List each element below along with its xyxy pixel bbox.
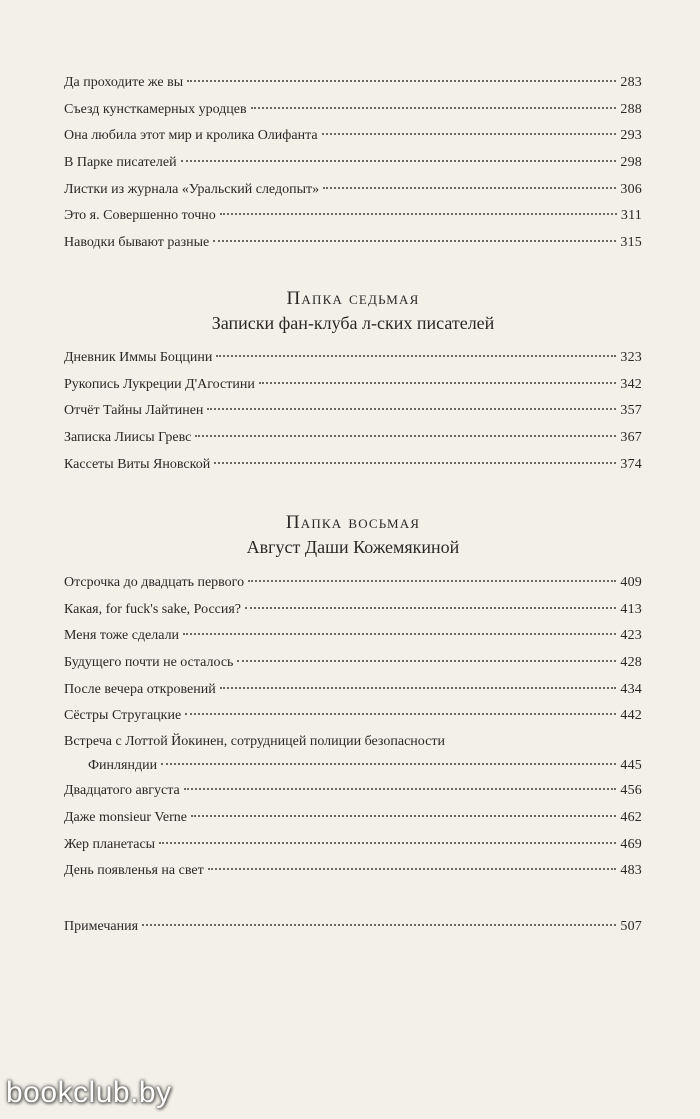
toc-entry-title: Рукопись Лукреции Д'Агостини bbox=[64, 376, 255, 392]
leader-dots bbox=[220, 687, 617, 689]
toc-entry-page: 413 bbox=[620, 601, 642, 617]
toc-entry-title: Записка Лииcы Гревс bbox=[64, 430, 192, 446]
leader-dots bbox=[323, 187, 616, 189]
section-subtitle: Август Даши Кожемякиной bbox=[246, 537, 460, 557]
toc-list-section-7 bbox=[64, 345, 642, 478]
toc-entry bbox=[64, 452, 642, 479]
toc-entry-title: Примечания bbox=[64, 919, 139, 934]
leader-dots bbox=[245, 607, 616, 609]
toc-entry-title: В Парке писателей bbox=[64, 155, 177, 171]
toc-entry-page: 507 bbox=[620, 919, 642, 934]
toc-entry-page: 293 bbox=[620, 128, 642, 144]
toc-notes bbox=[64, 914, 642, 941]
toc-entry-title: Съезд кунсткамерных уродцев bbox=[64, 101, 247, 117]
toc-entry-title: Даже monsieur Verne bbox=[64, 809, 187, 825]
toc-entry-line2 bbox=[64, 753, 642, 778]
toc-entry-title: Жер планетасы bbox=[64, 836, 156, 852]
leader-dots bbox=[159, 842, 616, 844]
toc-entry bbox=[64, 858, 642, 885]
leader-dots bbox=[214, 462, 616, 464]
toc-entry bbox=[64, 150, 642, 177]
toc-entry bbox=[64, 703, 642, 730]
toc-entry-page: 409 bbox=[620, 575, 642, 590]
toc-entry-page: 283 bbox=[620, 75, 642, 90]
toc-entry-page: 428 bbox=[620, 655, 642, 671]
toc-entry-page: 367 bbox=[620, 430, 642, 446]
toc-entry-title: Сёстры Стругацкие bbox=[64, 708, 182, 724]
toc-entry bbox=[64, 914, 642, 941]
toc-entry-title: Она любила этот мир и кролика Олифанта bbox=[64, 128, 318, 144]
toc-entry-title: Двадцатого августа bbox=[64, 783, 180, 799]
toc-entry bbox=[64, 805, 642, 832]
toc-entry-title: Будущего почти не осталось bbox=[64, 655, 234, 671]
leader-dots bbox=[259, 382, 617, 384]
toc-entry-page: 423 bbox=[620, 628, 642, 644]
leader-dots bbox=[237, 660, 616, 662]
toc-entry-title-line2: Финляндии bbox=[88, 758, 158, 774]
leader-dots bbox=[213, 240, 616, 242]
leader-dots bbox=[181, 160, 617, 162]
toc-entry-page: 357 bbox=[620, 403, 642, 419]
toc-entry-title: День появленья на свет bbox=[64, 863, 204, 879]
toc-entry-wrapped bbox=[64, 730, 642, 778]
leader-dots bbox=[207, 408, 616, 410]
leader-dots bbox=[216, 355, 616, 357]
toc-entry bbox=[64, 650, 642, 677]
leader-dots bbox=[191, 815, 616, 817]
toc-entry-page: 288 bbox=[620, 101, 642, 117]
toc-entry-title: Наводки бывают разные bbox=[64, 235, 210, 251]
leader-dots bbox=[208, 868, 617, 870]
leader-dots bbox=[220, 213, 617, 215]
toc-entry-page: 311 bbox=[620, 208, 642, 224]
leader-dots bbox=[185, 713, 616, 715]
toc-entry bbox=[64, 372, 642, 399]
leader-dots bbox=[322, 133, 617, 135]
toc-entry-title: Какая, for fuck's sake, Россия? bbox=[64, 601, 242, 617]
toc-entry bbox=[64, 230, 642, 257]
toc-list-section-8 bbox=[64, 570, 642, 885]
toc-entry bbox=[64, 425, 642, 452]
leader-dots bbox=[251, 107, 617, 109]
toc-entry-title-line1: Встреча с Лоттой Йокинен, сотрудницей полиции безопасности bbox=[64, 734, 445, 750]
leader-dots bbox=[184, 788, 617, 790]
leader-dots bbox=[187, 80, 616, 82]
toc-entry-title: Да проходите же вы bbox=[64, 75, 184, 90]
toc-entry-title: Отсрочка до двадцать первого bbox=[64, 575, 245, 590]
section-heading-8 bbox=[64, 511, 642, 559]
leader-dots bbox=[142, 924, 616, 926]
toc-entry bbox=[64, 398, 642, 425]
toc-entry bbox=[64, 123, 642, 150]
toc-entry-page: 469 bbox=[620, 836, 642, 852]
toc-entry-title: Это я. Совершенно точно bbox=[64, 208, 216, 224]
toc-entry-page: 298 bbox=[620, 155, 642, 171]
toc-entry bbox=[64, 623, 642, 650]
section-heading-7 bbox=[64, 287, 642, 335]
toc-entry-page: 462 bbox=[620, 809, 642, 825]
toc-entry-page: 342 bbox=[620, 376, 642, 392]
toc-entry-page: 306 bbox=[620, 181, 642, 197]
toc-entry-page: 483 bbox=[620, 863, 642, 879]
toc-entry bbox=[64, 677, 642, 704]
toc-entry-title: Кассеты Виты Яновской bbox=[64, 456, 211, 472]
toc-entry-page: 434 bbox=[620, 681, 642, 697]
section-title: Папка восьмая bbox=[285, 512, 421, 533]
leader-dots bbox=[248, 580, 616, 582]
toc-entry-title: Меня тоже сделали bbox=[64, 628, 180, 644]
section-subtitle: Записки фан-клуба л-ских писателей bbox=[211, 313, 495, 333]
toc-entry-page: 456 bbox=[620, 783, 642, 799]
toc-entry-title: Листки из журнала «Уральский следопыт» bbox=[64, 181, 320, 197]
toc-entry bbox=[64, 97, 642, 124]
toc-entry-title: Дневник Иммы Боццини bbox=[64, 350, 213, 365]
leader-dots bbox=[183, 633, 616, 635]
toc-entry bbox=[64, 345, 642, 372]
toc-entry-page: 442 bbox=[620, 708, 642, 724]
toc-entry-page: 315 bbox=[620, 235, 642, 251]
toc-entry bbox=[64, 177, 642, 204]
toc-entry-page: 445 bbox=[620, 758, 642, 774]
section-title: Папка седьмая bbox=[286, 288, 420, 309]
toc-entry bbox=[64, 570, 642, 597]
toc-list-top bbox=[64, 70, 642, 257]
toc-entry-page: 323 bbox=[620, 350, 642, 365]
watermark: bookclub.by bbox=[6, 1076, 172, 1109]
toc-entry-title: После вечера откровений bbox=[64, 681, 216, 697]
toc-entry bbox=[64, 70, 642, 97]
toc-entry bbox=[64, 832, 642, 859]
leader-dots bbox=[195, 435, 616, 437]
leader-dots bbox=[161, 763, 616, 765]
toc-entry bbox=[64, 597, 642, 624]
toc-entry-page: 374 bbox=[620, 456, 642, 472]
toc-entry-title: Отчёт Тайны Лайтинен bbox=[64, 403, 204, 419]
toc-entry bbox=[64, 778, 642, 805]
toc-entry bbox=[64, 203, 642, 230]
